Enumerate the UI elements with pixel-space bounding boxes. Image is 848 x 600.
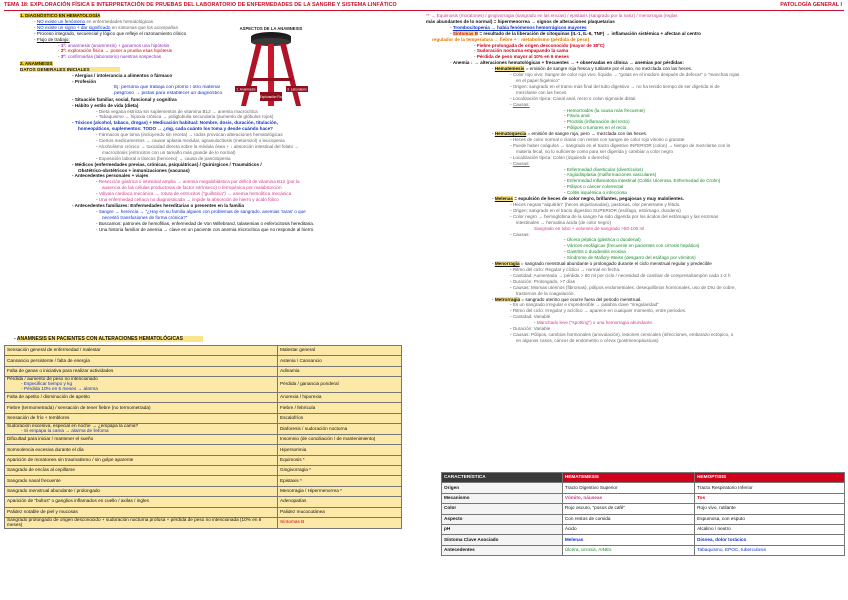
metrorragia-causes-2: en algunos casos, cáncer de endometrio o cérvix (postmenopáusicas) bbox=[516, 337, 659, 343]
table-row bbox=[5, 346, 402, 356]
list-item: Pólipos o cáncer colorrectal bbox=[566, 184, 624, 190]
workflow-step-2-num: 2º: bbox=[60, 48, 67, 54]
family-blood-2: necesitó transfusiones de forma crónica?" bbox=[102, 214, 188, 220]
table-cell: Disnea, dolor torácico bbox=[695, 535, 845, 545]
table-row bbox=[5, 466, 402, 476]
table-cell: Tabaquismo, EPOC, tuberculosis bbox=[695, 545, 845, 555]
b-symptom-fever: Fiebre prolongada de origen desconocido (mayor de 38ºC) bbox=[476, 42, 605, 48]
table-cell: pH bbox=[442, 524, 563, 534]
anemia-losses-heading: Anemia ↓ → alteraciones hematológicas + frecuentes → + observadas en clínica → anemias por pérdidas: bbox=[452, 60, 684, 66]
table-cell: Anorexia / hiporexia bbox=[278, 392, 402, 402]
table-cell: Aparición de "bultos" o ganglios inflamados en cuello / axilas / ingles bbox=[5, 497, 278, 507]
melenas-term: Melenas bbox=[494, 196, 513, 202]
menorragia-causes: Causas: Miomas uterinos (fibromas), pólipos endometriales, desequilibrios hormonales, uso de DIU de cobre, bbox=[512, 284, 736, 290]
profession-example-2: peligroso → pistas para establecer un diagnóstico bbox=[114, 90, 223, 96]
general-habits: Hábito y estilo de vida (dieta) bbox=[74, 102, 139, 108]
table-row bbox=[442, 483, 845, 493]
table-cell: Cansancio persistente / falta de energía bbox=[5, 356, 278, 366]
table-cell: Sensación de frío + temblores bbox=[5, 413, 278, 423]
workflow-step-2: exploración física → poner a prueba esas hipótesis bbox=[66, 48, 173, 54]
workflow-step-3: confirmarlas (laboratorio) nuestras sospechas bbox=[66, 54, 162, 60]
melenas-def: = expulsión de heces de color negro, brillantes, pegajosas y muy malolientes. bbox=[512, 196, 685, 202]
table-row bbox=[442, 545, 845, 555]
table-cell: Origen bbox=[442, 483, 563, 493]
diag-point-2b: en síntomas que los acompañan bbox=[110, 24, 179, 30]
table-cell: Síntomas B bbox=[278, 518, 402, 529]
metrorragia-def: = sangrado uterino que ocurre fuera del periodo menstrual. bbox=[520, 296, 642, 302]
rectorragia-origin: Origen: sangrado en el tramo más final del tubo digestivo → no ha tenido tiempo de ser digerida ni de bbox=[512, 83, 720, 89]
b-symptom-sweats: Sudoración nocturna empapando la cama bbox=[476, 48, 569, 54]
toxics-aplasia: Ciertos medicamentos → causar aplasia medular, agranulocitosis (metamizol) o leucopenia bbox=[98, 138, 285, 144]
workflow-step-1: anamnesis (anamnesis) + ganarnos una hipótesis bbox=[66, 42, 170, 48]
table-cell: Somnolencia excesiva durante el día bbox=[5, 445, 278, 455]
table-cell: Pérdida / ganancia ponderal bbox=[278, 377, 402, 393]
list-item: Enfermedad inflamatoria intestinal (Colitis Ulcerosa, Enfermedad de Crohn) bbox=[566, 178, 721, 184]
menorragia-term: Menorragia bbox=[494, 261, 520, 267]
table-cell: Síntoma Clave Asociado bbox=[442, 535, 563, 545]
table-cell: Tracto Digestivo Superior bbox=[562, 483, 694, 493]
table-row bbox=[442, 493, 845, 503]
table-cell: Rojo vivo, rutilante bbox=[695, 504, 845, 514]
list-item: Hemorroides (la causa más frecuente) bbox=[566, 107, 645, 113]
toxics-drugs: Fármacos que toma (incluyendo sin receta) → todos provocan alteraciones hematológicas bbox=[98, 132, 283, 138]
table-cell: Con restos de comida bbox=[562, 514, 694, 524]
table-cell: Sangrado menstrual abundante / prolongado bbox=[5, 486, 278, 496]
rectorragia-color: Color rojo vivo: Sangre de color rojo vivo, líquida → "gotas en el inodoro después de defecar" o "manchas rojas bbox=[512, 72, 740, 78]
general-data-heading: DATOS GENERALES INICIALES bbox=[20, 67, 120, 72]
personal-celiac: Una enfermedad celíaca no diagnosticada → impide la absorción de hierro y ácido fólico bbox=[98, 197, 279, 203]
b-symptoms-def: = resultado de la liberación de citoquinas (IL-1, IL-6, TNF) → inflamación sistémica + afectan al centro bbox=[478, 30, 701, 36]
table-cell: Vómito, náuseas bbox=[562, 493, 694, 503]
melenas-volume: Sangrado en tubo + volumen de sangrado >50-100 ml bbox=[534, 225, 645, 231]
diag-point-2: NO existe un signo + dar significado bbox=[36, 24, 111, 30]
metrorragia-duration: Duración: Variable bbox=[512, 326, 551, 332]
table-cell: Aspecto bbox=[442, 514, 563, 524]
table-cell: Insomnio (de conciliación / de mantenimiento) bbox=[278, 434, 402, 444]
toxics-benzene: Exposición laboral a tóxicos (benceno) → causa de pancitopenia bbox=[98, 155, 231, 161]
symptoms-table bbox=[4, 345, 402, 529]
table-cell: Sangrado prolongado de origen desconocido + sudoración nocturna profusa + pérdida de peso no intencionada (10% en 6 meses) bbox=[5, 518, 278, 529]
list-item: Várices esofágicas (frecuente en pacientes con cirrosis hepática) bbox=[566, 243, 700, 249]
table-row bbox=[442, 535, 845, 545]
figure-label-lab: 3. Laboratorio bbox=[287, 87, 307, 92]
table-cell: Astenia / Cansancio bbox=[278, 356, 402, 366]
diag-point-1b: en enfermedades hematológicas bbox=[85, 18, 154, 24]
workflow-step-3-num: 3º: bbox=[60, 54, 67, 60]
table-cell: Adinamia bbox=[278, 366, 402, 376]
toxics-alcohol-2: macrocitosis (eritrocitos con un tamaño más grande de lo normal) bbox=[102, 149, 236, 155]
left-column: 1. DIAGNÓSTICO EN HEMATOLOGÍA - NO existe un fenómeno en enfermedades hematológicas - NO existe un signo + dar significado en síntomas que los acompañan - Proceso integrado, secuencial y lógico que refleje el razonamiento clínico - Flujo de trabajo: - 1º: anamnesis (anamnesis) + ganarnos una hipótesis - 2º: exploración física → poner a prueba esas hipótesis - 3º: confirmarlas (laboratorio) nuestras sospechas 2. ANAMNESIS DATOS GENERALES INICIALES - Alergias / intolerancia a alimentos o fármaco - Profesión Ej: persona que trabaja con plomo / otro material peligroso → pistas para establecer un diagnóstico - Situación familiar, social, funcional y cognitiva - Hábito y estilo de vida (dieta) - Dieta vegana estricta sin suplementos de vitamina B12 → anemia macrocítica - Tabaquismo → hipoxia crónica → poliglobulia secundaria (aumento de glóbulos rojos) - Tóxicos (alcohol, tabaco, drogas) + Medicación habitual: Nombre, dosis, duración, titulación, homeopáticos, suplementos: TODO → ¿mg, cada cuánto los toma y desde cuándo hace? - Fármacos que toma (incluyendo sin receta) → todos provocan alteraciones hematológicas - Ciertos medicamentos → causar aplasia medular, agranulocitosis (metamizol) o leucopenia - Alcoholismo crónico → toxicidad directa sobre la médula ósea + ↓ absorción intestinal del folato → macrocitosis (eritrocitos con un tamaño más grande de lo normal) - Exposición laboral a tóxicos (benceno) → causa de pancitopenia - Médicos (enfermedades previas, crónicas, psiquiátricas) / Quirúrgicos / Traumáticos / Obstétrico-obstétricos + inmunizaciones (vacunas) - Antecedentes personales + viajes - Resección gástrica o intestinal amplia → anemia megaloblástica por déficit de vitamina B12 (por la ausencia de las células productoras de factor intrínseco) o ferropénica por malabsorción - Válvula cardiaca mecánica → rotura de eritrocitos ("guillotina") → anemia hemolítica mecánica - Una enfermedad celíaca no diagnosticada → impide la absorción de hierro y ácido fólico - Antecedentes familiares: Enfermedades hereditarias o presentes en la familia - Sangre → herencia → "¿Hay en su familia alguien con problemas de sangrado, anemias 'raras' o que necesitó transfusiones de forma crónica?" - Buscamos: patrones de hemofilias, enfermedad de Von Willebrand, talasemias o esferocitosis hereditaria. - Una historia familiar de anemia → clave en un paciente con anemia microcítica que no responde al hierro bbox=[20, 13, 315, 232]
hematemesis-vs-hemoptysis-table bbox=[441, 472, 845, 556]
table-row bbox=[5, 497, 402, 507]
table-cell: Equimosis * bbox=[278, 455, 402, 465]
table-cell: Antecedentes bbox=[442, 545, 563, 555]
rectorragia-causes-label: Causas: bbox=[512, 101, 530, 107]
bleeding-signs-2: más abundantes de lo normal) = hipermenorrea → signos de alteraciones plaquetarias bbox=[426, 18, 615, 24]
section-anamnesis-heading: 2. ANAMNESIS bbox=[20, 61, 53, 67]
workflow-label: Flujo de trabajo: bbox=[36, 36, 70, 42]
hematoquecia-def: = emisión de sangre roja, pero → mezclada con las heces. bbox=[526, 131, 648, 137]
table-cell: Dificultad para iniciar / mantener el sueño bbox=[5, 434, 278, 444]
metrorragia-irregular: Es un sangrado irregular e impredecible → palabra clave "irregularidad" bbox=[512, 302, 659, 308]
b-symptoms-def-2: regulador de la temperatura → fiebre + ↑ metabolismo (pérdida de peso) bbox=[432, 36, 590, 42]
family-patterns: Buscamos: patrones de hemofilias, enfermedad de Von Willebrand, talasemias o esferocitosis hereditaria. bbox=[98, 220, 315, 226]
table-row bbox=[5, 455, 402, 465]
list-item: Fisura anal bbox=[566, 113, 590, 119]
table-row bbox=[5, 366, 402, 376]
table-header-cell: HEMATEMESIS bbox=[562, 473, 694, 483]
diag-point-3: Proceso integrado, secuencial y lógico que refleje el razonamiento clínico bbox=[36, 30, 187, 36]
menorragia-amount: Cantidad: Aumentada → pérdida > 80 ml por ciclo / necesidad de cambiar de compresa/tampón cada 1-2 h bbox=[512, 272, 731, 278]
general-toxics-2: homeopáticos, suplementos: TODO → ¿mg, cada cuánto los toma y desde cuándo hace? bbox=[78, 126, 273, 132]
hematoquecia-clots: Puede haber coágulos → sangrado en el tracto digestivo INFERIOR (colon) → tiempo de mezclarse con la bbox=[512, 142, 731, 148]
metrorragia-rhythm: Ritmo del ciclo: Irregular y acíclico → aparece en cualquier momento, entre periodos. bbox=[512, 308, 687, 314]
table-cell: Diaforesis / sudoración nocturna bbox=[278, 424, 402, 435]
menorragia-def: = sangrado menstrual abundante o prolongado durante el ciclo menstrual regular y predecible bbox=[519, 261, 712, 267]
hematoquecia-color: Heces de color normal o claras con restos con sangre de color rojo vinoso o granate bbox=[512, 137, 685, 143]
table-row bbox=[5, 356, 402, 366]
table-cell: Falta de apetito / disminución de apetito bbox=[5, 392, 278, 402]
general-toxics: Tóxicos (alcohol, tabaco, drogas) + Medicación habitual: Nombre, dosis, duración, titulación, bbox=[74, 120, 278, 126]
hematoquecia-clots-2: materia fecal, no lo suficiente como para ser digerida y cambiar a color negro bbox=[516, 148, 674, 154]
melenas-origin: Origen: sangrado en el tracto digestivo SUPERIOR (esófago, estómago, duodeno) bbox=[512, 207, 681, 213]
table-cell: Falta de ganas o iniciativa para realizar actividades bbox=[5, 366, 278, 376]
b-symptom-weight: Pérdida de peso mayor al 10% en 6 meses bbox=[476, 54, 569, 60]
personal-valve: Válvula cardiaca mecánica → rotura de eritrocitos ("guillotina") → anemia hemolítica mecánica bbox=[98, 191, 292, 197]
table-row bbox=[5, 434, 402, 444]
table-cell: Tos bbox=[695, 493, 845, 503]
list-item: Angiodisplasia (malformaciones vasculares) bbox=[566, 172, 657, 178]
table-cell: Escalofríos bbox=[278, 413, 402, 423]
table-cell: Palidez mucocutánea bbox=[278, 507, 402, 517]
rectorragia-def: = emisión de sangre roja fresca y rutilante por el ano, no mezclada con las heces. bbox=[524, 66, 693, 72]
toxics-alcohol: Alcoholismo crónico → toxicidad directa sobre la médula ósea + ↓ absorción intestinal del folato → bbox=[98, 143, 299, 149]
table-row bbox=[5, 413, 402, 423]
document-title: TEMA 18: EXPLORACIÓN FÍSICA E INTERPRETACIÓN DE PRUEBAS DEL LABORATORIO DE ENFERMEDADES DE LA SANGRE Y SISTEMA LINFÁTICO bbox=[4, 2, 397, 8]
metrorragia-causes: Causas: Pólipos, cambios hormonales (anovulación), lesiones cervicales (infecciones, embarazo ectópico, o bbox=[512, 331, 734, 337]
subject-title: PATOLOGÍA GENERAL I bbox=[780, 2, 842, 8]
table-cell: Adenopatías bbox=[278, 497, 402, 507]
rectorragia-term: Hematemesis bbox=[494, 66, 525, 72]
figure-label-top: ASPECTOS DE LA ANAMNESIS bbox=[239, 26, 303, 31]
general-medical-2: Obstétrico-obstétricos + inmunizaciones (vacunas) bbox=[78, 167, 190, 173]
table-cell: Sangrado de encías al cepillarse bbox=[5, 466, 278, 476]
metrorragia-term: Metrorragia bbox=[494, 296, 521, 302]
metrorragia-amount: Cantidad: Variable bbox=[512, 314, 551, 320]
right-column: ** → Equimosis (moratones) / gingivorragia (sangrado en las encías) / epistaxis (sangrado por la nariz) / menorragia (reglas más abundantes de lo normal) = hipermenorrea → signos de alteraciones plaquetarias - Trombocitopenia → había fenómenos hemorrágicos mayores - Síntomas B = resultado de la liberación de citoquinas (IL-1, IL-6, TNF) → inflamación sistémica + afectan al centro regulador de la temperatura → fiebre + ↑ metabolismo (pérdida de peso) - Fiebre prolongada de origen desconocido (mayor de 38ºC) - Sudoración nocturna empapando la cama - Pérdida de peso mayor al 10% en 6 meses - Anemia ↓ → alteraciones hematológicas + frecuentes → + observadas en clínica → anemias por pérdidas: - Hematemesis = emisión de sangre roja fresca y rutilante por el ano, no mezclada con las heces. - Color rojo vivo: Sangre de color rojo vivo, líquida → "gotas en el inodoro después de defecar" o "manchas rojas en el papel higiénico" - Origen: sangrado en el tramo más final del tubo digestivo → no ha tenido tiempo de ser digerida ni de mezclarse con las heces - Localización típica: Canal anal, recto o colon sigmoide distal - Causas: - Hemorroides (la causa más frecuente) - Fisura anal - Proctitis (inflamación del recto) - Pólipos o tumores en el recto. - Hematoquecia = emisión de sangre roja, pero → mezclada con las heces. - Heces de color normal o claras con restos con sangre de color rojo vinoso o granate - Puede haber coágulos → sangrado en el tracto digestivo INFERIOR (colon) → tiempo de mezclarse con la materia fecal, no lo suficiente como para ser digerida y cambiar a color negro - Localización típica: Colon (izquierdo o derecho) - Causas: - Enfermedad diverticular (divertículos) - Angiodisplasia (malformaciones vasculares) - Enfermedad inflamatoria intestinal (Colitis Ulcerosa, Enfermedad de Crohn) - Pólipos o cáncer colorrectal - Colitis isquémica o infecciosa - Melenas = expulsión de heces de color negro, brillantes, pegajosas y muy malolientes. - Heces negras "alquitrán" (heces alquitranadas), pastosas, olor penetrante y fétido. - Origen: sangrado en el tracto digestivo SUPERIOR (esófago, estómago, duodeno) - Color negro → hemoglobina de la sangre ha sido digerida por los ácidos del estómago y las enzimas intestinales → hematina ácida (de color negro) Sangrado en tubo + volumen de sangrado >50-100 ml - Causas: - Úlcera péptica (gástrica o duodenal) - Várices esofágicas (frecuente en pacientes con cirrosis hepática) - Gastritis o duodenitis erosiva - Síndrome de Mallory-Weiss (desgarro del esófago por vómitos) - Menorragia = sangrado menstrual abundante o prolongado durante el ciclo menstrual regular y predecible - Ritmo del ciclo: Regular y cíclico → normal en fecha. - Cantidad: Aumentada → pérdida > 80 ml por ciclo / necesidad de cambiar de compresa/tampón cada 1-2 h - Duración: Prolongado, >7 días - Causas: Miomas uterinos (fibromas), pólipos endometriales, desequilibrios hormonales, uso de DIU de cobre, trastornos de la coagulación. - Metrorragia = sangrado uterino que ocurre fuera del periodo menstrual. - Es un sangrado irregular e impredecible → palabra clave "irregularidad" - Ritmo del ciclo: Irregular y acíclico → aparece en cualquier momento, entre periodos. - Cantidad: Variable - Manchado leve ("spotting") o una hemorragia abundante. - Duración: Variable - Causas: Pólipos, cambios hormonales (anovulación), lesiones cervicales (infecciones, embarazo ectópico, o en algunos casos, cáncer de endometrio o cérvix (postmenopáusicas) bbox=[426, 13, 740, 343]
table-cell: Fiebre / febrícula bbox=[278, 403, 402, 413]
workflow-step-1-num: 1º: bbox=[60, 42, 67, 48]
table-cell: Úlcera, cirrosis, AINEs bbox=[562, 545, 694, 555]
habits-smoking: Tabaquismo → hipoxia crónica → poliglobulia secundaria (aumento de glóbulos rojos) bbox=[98, 114, 274, 120]
hematoquecia-location: Localización típica: Colon (izquierdo o derecho) bbox=[512, 154, 610, 160]
section-diagnosis-heading: 1. DIAGNÓSTICO EN HEMATOLOGÍA bbox=[20, 13, 101, 18]
family-blood: Sangre → herencia → "¿Hay en su familia alguien con problemas de sangrado, anemias 'raras' o que bbox=[98, 208, 306, 214]
table-cell: Espumosa, con esputo bbox=[695, 514, 845, 524]
diag-point-1: NO existe un fenómeno bbox=[36, 18, 86, 24]
table-row bbox=[5, 392, 402, 402]
table-cell: Epistaxis * bbox=[278, 476, 402, 486]
list-item: Enfermedad diverticular (divertículos) bbox=[566, 166, 643, 172]
table-row bbox=[5, 518, 402, 529]
table-header-cell: HEMOPTISIS bbox=[695, 473, 845, 483]
table-cell: Gingivorragia * bbox=[278, 466, 402, 476]
table-cell: Color bbox=[442, 504, 563, 514]
general-profession: Profesión bbox=[74, 78, 96, 84]
bleeding-signs: ** → Equimosis (moratones) / gingivorragia (sangrado en las encías) / epistaxis (sangrado por la nariz) / menorragia (reglas bbox=[426, 13, 678, 18]
table-cell: Alcalino / neutro bbox=[695, 524, 845, 534]
general-allergies: Alergias / intolerancia a alimentos o fármaco bbox=[74, 73, 173, 79]
rectorragia-location: Localización típica: Canal anal, recto o colon sigmoide distal bbox=[512, 95, 636, 101]
menorragia-rhythm: Ritmo del ciclo: Regular y cíclico → normal en fecha. bbox=[512, 266, 621, 272]
table-row bbox=[5, 424, 402, 435]
table-cell: Sensación general de enfermedad / malestar bbox=[5, 346, 278, 356]
table-cell: Fiebre (termometrada) / sensación de tener fiebre (no termometrada) bbox=[5, 403, 278, 413]
table-row bbox=[442, 514, 845, 524]
personal-resection: Resección gástrica o intestinal amplia → anemia megaloblástica por déficit de vitamina B12 (por la bbox=[98, 179, 300, 185]
table-header-cell: CARACTERÍSTICA bbox=[442, 473, 563, 483]
list-item: Úlcera péptica (gástrica o duodenal) bbox=[566, 237, 641, 243]
rectorragia-origin-2: mezclarse con las heces bbox=[516, 89, 567, 95]
table-cell: Sangrado nasal frecuente bbox=[5, 476, 278, 486]
table-cell: Aparición de moratones sin traumatismo / sin golpe aparente bbox=[5, 455, 278, 465]
table-cell: Menorragia / Hipermenorrea * bbox=[278, 486, 402, 496]
table-row bbox=[442, 524, 845, 534]
family-history: Una historia familiar de anemia → clave en un paciente con anemia microcítica que no responde al hierro bbox=[98, 226, 314, 232]
profession-example: Ej: persona que trabaja con plomo / otro material bbox=[114, 84, 220, 90]
table-row bbox=[5, 486, 402, 496]
table-row bbox=[442, 504, 845, 514]
menorragia-causes-2: trastornos de la coagulación. bbox=[516, 290, 575, 296]
table-cell: Rojo oscuro, "posos de café" bbox=[562, 504, 694, 514]
menorragia-duration: Duración: Prolongado, >7 días bbox=[512, 278, 575, 284]
b-symptoms-term: Síntomas B bbox=[452, 30, 479, 36]
table-row bbox=[5, 377, 402, 393]
table-cell: Mecanismo bbox=[442, 493, 563, 503]
table-row bbox=[5, 507, 402, 517]
melenas-color: Color negro → hemoglobina de la sangre ha sido digerida por los ácidos del estómago y las enzimas bbox=[512, 213, 719, 219]
melenas-causes-label: Causas: bbox=[512, 231, 530, 237]
thrombocytopenia-note: Trombocitopenia → había fenómenos hemorrágicos mayores bbox=[452, 24, 587, 30]
list-item: Colitis isquémica o infecciosa bbox=[566, 190, 627, 196]
hematology-anamnesis-heading: - ANAMNESIS EN PACIENTES CON ALTERACIONES HEMATOLÓGICAS bbox=[4, 336, 203, 342]
table-cell: Tracto Respiratorio Inferior bbox=[695, 483, 845, 493]
table-cell: Palidez notable de piel y mucosas bbox=[5, 507, 278, 517]
table-cell: Pérdida / aumento de peso no intencionado - Especificar tiempo y kg - Pérdida 10% en 6 meses → alarma bbox=[5, 377, 278, 393]
figure-label-anamnesis: 1. Anamnesis bbox=[236, 87, 256, 92]
general-family: Antecedentes familiares: Enfermedades hereditarias o presentes en la familia bbox=[74, 203, 244, 208]
metrorragia-amount-detail: Manchado leve ("spotting") o una hemorragia abundante. bbox=[536, 320, 654, 326]
table-row bbox=[5, 445, 402, 455]
rectorragia-color-2: en el papel higiénico" bbox=[516, 77, 560, 83]
table-cell: Malestar general bbox=[278, 346, 402, 356]
table-cell: Ácido bbox=[562, 524, 694, 534]
table-header-row bbox=[442, 473, 845, 483]
hematoquecia-term: Hematoquecia bbox=[494, 131, 527, 137]
general-medical: Médicos (enfermedades previas, crónicas, psiquiátricas) / Quirúrgicos / Traumáticos / bbox=[74, 161, 262, 167]
table-cell: Hipersomnia bbox=[278, 445, 402, 455]
list-item: Gastritis o duodenitis erosiva bbox=[566, 249, 626, 255]
table-row bbox=[5, 476, 402, 486]
general-situation: Situación familiar, social, funcional y cognitiva bbox=[74, 96, 177, 102]
list-item: Pólipos o tumores en el recto. bbox=[566, 125, 628, 131]
header-divider bbox=[4, 10, 844, 11]
personal-resection-2: ausencia de las células productoras de factor intrínseco) o ferropénica por malabsorción bbox=[102, 185, 282, 191]
general-personal: Antecedentes personales + viajes bbox=[74, 173, 149, 179]
list-item: Proctitis (inflamación del recto) bbox=[566, 119, 630, 125]
table-cell: Sudoración excesiva, especial en noche → ¿empapa la cama? - Si empapa la cama → alarma de linfoma bbox=[5, 424, 278, 435]
melenas-aspect: Heces negras "alquitrán" (heces alquitranadas), pastosas, olor penetrante y fétido. bbox=[512, 202, 681, 207]
list-item: Síndrome de Mallory-Weiss (desgarro del esófago por vómitos) bbox=[566, 255, 696, 261]
melenas-color-2: intestinales → hematina ácida (de color negro) bbox=[516, 219, 611, 225]
table-cell: Melenas bbox=[562, 535, 694, 545]
figure-label-physical: 2. Exploración Física bbox=[256, 95, 286, 99]
hematoquecia-causes-label: Causas: bbox=[512, 160, 530, 166]
table-row bbox=[5, 403, 402, 413]
habits-vegan: Dieta vegana estricta sin suplementos de vitamina B12 → anemia macrocítica bbox=[98, 108, 258, 114]
